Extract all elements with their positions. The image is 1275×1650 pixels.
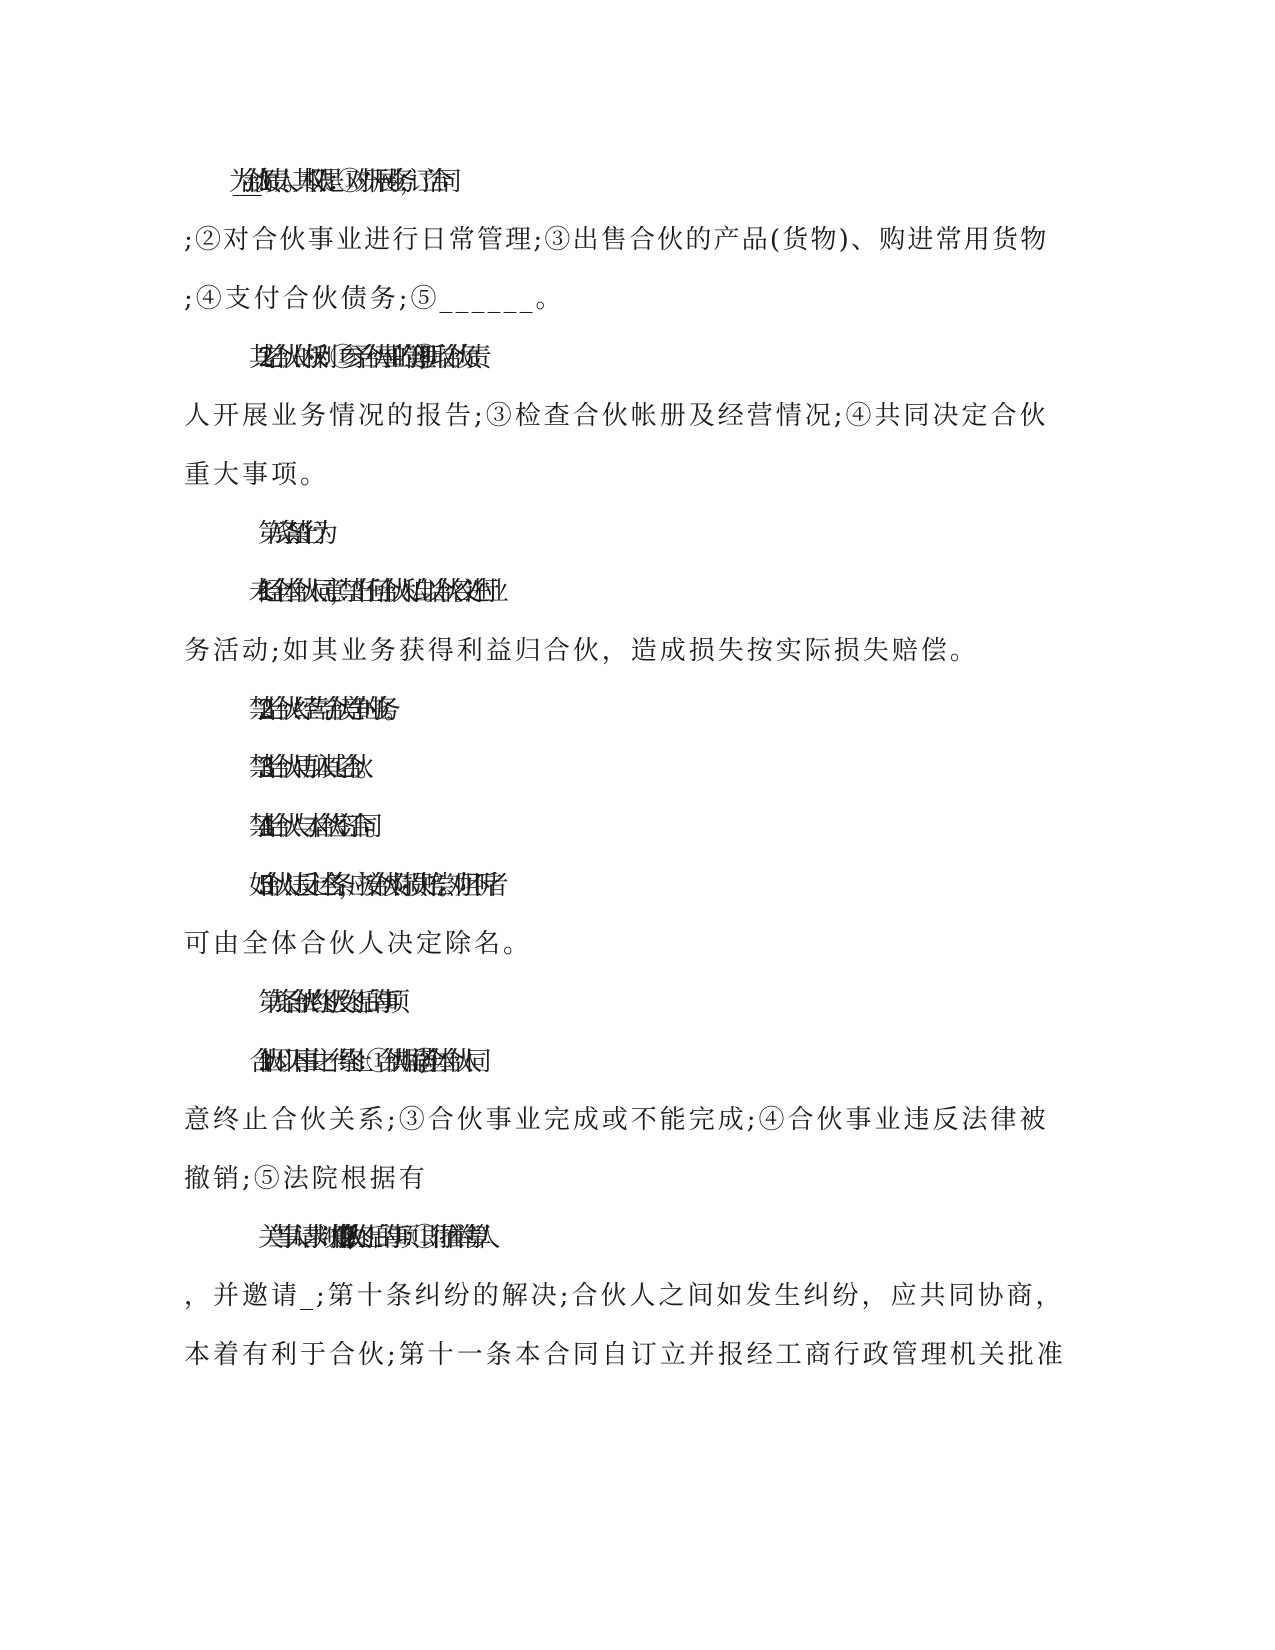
text-line: 5.如合伙人违反上述各条，应按合伙实际损失赔偿。劝阻不听者: [258, 871, 492, 901]
text-line: 3.禁止合伙人再加入其它合伙。: [258, 753, 366, 783]
text-line: 撤销;⑤法院根据有: [184, 1164, 428, 1194]
text-line: ;②对合伙事业进行日常管理;③出售合伙的产品(货物)、购进常用货物: [184, 225, 1049, 255]
text-line: 人开展业务情况的报告;③检查合伙帐册及经营情况;④共同决定合伙: [184, 401, 1049, 431]
text-line: 2.禁止合伙人经营与合伙竞争的业务。: [258, 695, 393, 725]
text-line: 本着有利于合伙;第十一条本合同自订立并报经工商行政管理机关批准: [184, 1340, 1066, 1370]
text-line: 1.合伙因以下事由之一得终止：①合伙期届满;②全体合伙人同: [258, 1047, 475, 1077]
text-line: 意终止合伙关系;③合伙事业完成或不能完成;④合伙事业违反法律被: [184, 1105, 1049, 1135]
text-line: 务活动;如其业务获得利益归合伙，造成损失按实际损失赔偿。: [184, 636, 979, 666]
text-line: 可由全体合伙人决定除名。: [184, 929, 533, 959]
text-line: 1.未经全体合伙人同意，禁止任何合伙人私自以合伙名义进行业: [258, 577, 492, 607]
section-heading: 第九条合伙的终止及终止后的事项: [258, 988, 394, 1018]
text-line: 关当事人请求判决解散;2.合伙终止后的事项：①即行推举清算人: [258, 1223, 484, 1253]
section-heading: 第八条禁止行为: [258, 519, 322, 549]
text-line: ;④支付合伙债务;⑤______。: [184, 284, 565, 314]
text-line: 4.禁止合伙人与本合伙签订合同。: [258, 812, 375, 842]
text-line: 重大事项。: [184, 460, 330, 490]
text-line: ，并邀请_;第十条纠纷的解决;合伙人之间如发生纠纷，应共同协商，: [184, 1281, 1065, 1311]
text-line: 1._____为合伙负责人。其权限是：①对外开展业务，订立合同: [258, 167, 445, 197]
text-line: 2.其它合伙人的权利：①参予合伙事业的管理;②听取合伙负责: [258, 343, 475, 373]
